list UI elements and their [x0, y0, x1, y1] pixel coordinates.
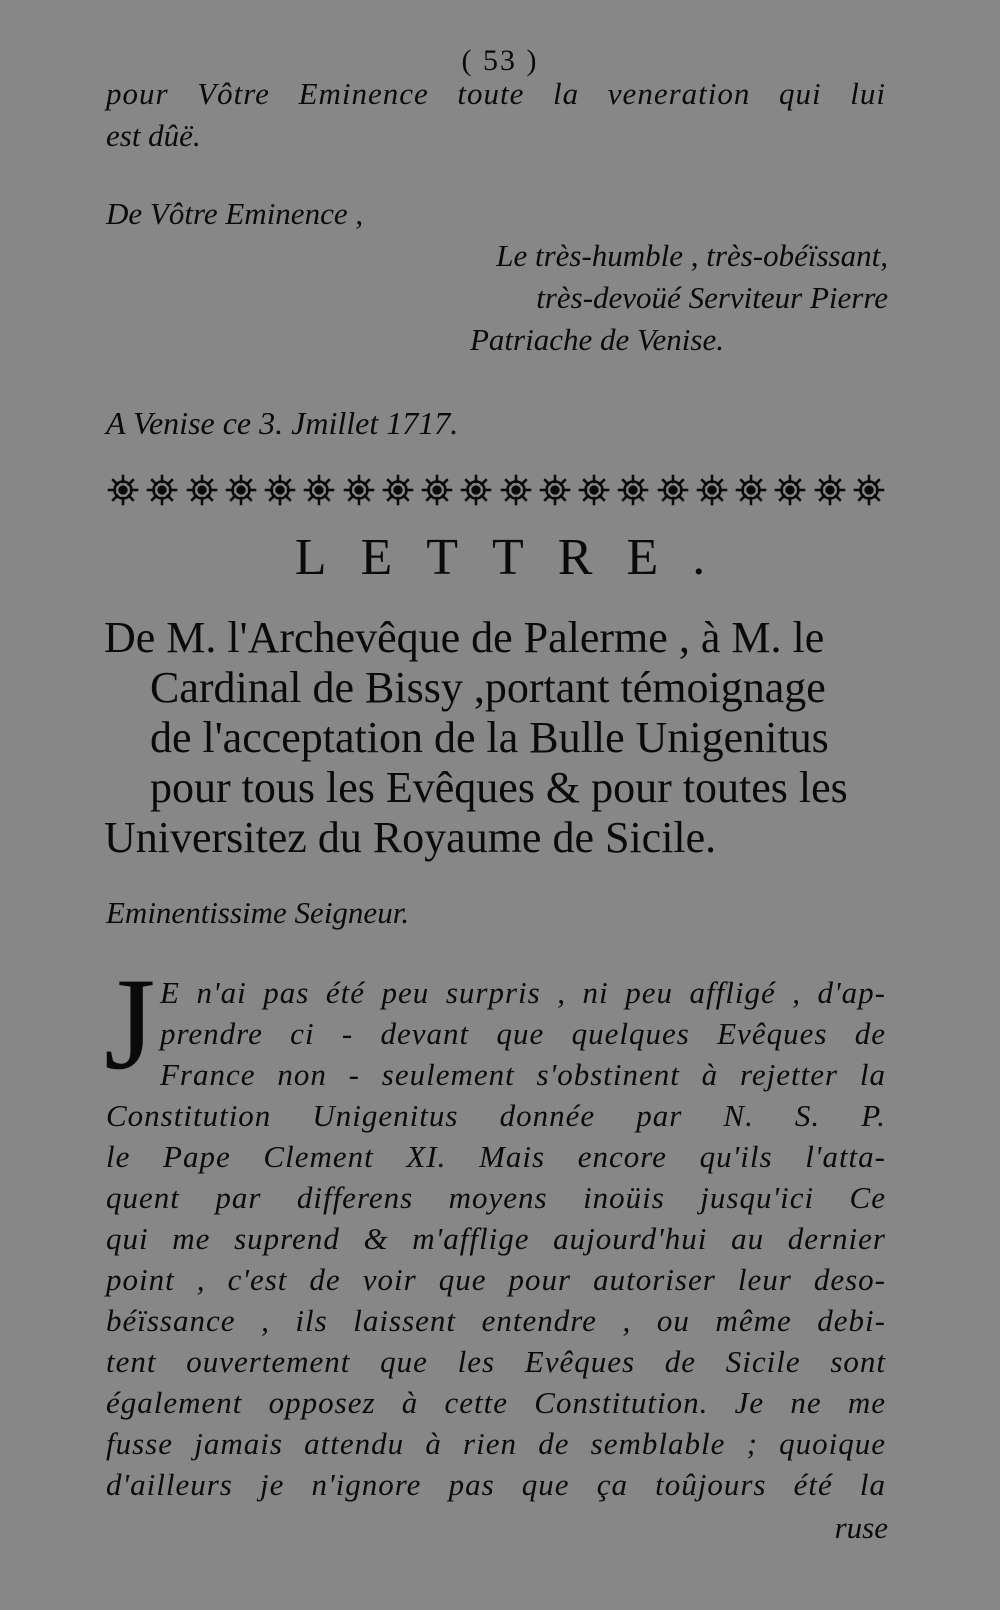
rosette-ornament-icon: [263, 473, 297, 507]
rosette-ornament-icon: [499, 473, 533, 507]
rosette-ornament-icon: [852, 473, 886, 507]
rosette-ornament-icon: [342, 473, 376, 507]
rosette-ornament-icon: [538, 473, 572, 507]
page-number: ( 53 ): [461, 44, 539, 77]
ornament-band: [106, 470, 886, 510]
rosette-ornament-icon: [734, 473, 768, 507]
body-line-4: Constitution Unigenitus donnée par N. S. P.: [106, 1098, 886, 1133]
rosette-ornament-icon: [381, 473, 415, 507]
salutation: De Vôtre Eminence ,: [106, 196, 364, 231]
rosette-ornament-icon: [224, 473, 258, 507]
heading-line-5: Universitez du Royaume de Sicile.: [104, 813, 717, 862]
rosette-ornament-icon: [459, 473, 493, 507]
body-line-7: qui me suprend & m'afflige aujourd'hui au dernier: [106, 1221, 886, 1256]
rosette-ornament-icon: [302, 473, 336, 507]
address: Eminentissime Seigneur.: [106, 895, 410, 930]
rosette-ornament-icon: [773, 473, 807, 507]
letter-title: LETTRE.: [294, 529, 740, 586]
rosette-ornament-icon: [577, 473, 611, 507]
place-date: A Venise ce 3. Jmillet 1717.: [106, 405, 459, 441]
body-line-6: quent par differens moyens inoüis jusqu'ici Ce: [106, 1180, 886, 1215]
heading-line-3: de l'acceptation de la Bulle Unigenitus: [150, 713, 829, 762]
rosette-ornament-icon: [145, 473, 179, 507]
body-line-13: d'ailleurs je n'ignore pas que ça toûjours été la: [106, 1467, 886, 1502]
body-line-9: béïssance , ils laissent entendre , ou même debi-: [106, 1303, 886, 1338]
catchword: ruse: [834, 1510, 888, 1545]
body-line-5: le Pape Clement XI. Mais encore qu'ils l'atta-: [106, 1139, 886, 1174]
rosette-ornament-icon: [813, 473, 847, 507]
rosette-ornament-icon: [695, 473, 729, 507]
rosette-ornament-icon: [106, 473, 140, 507]
signature-line-1: Le très-humble , très-obéïssant,: [496, 238, 888, 273]
body-line-10: tent ouvertement que les Evêques de Sicile sont: [106, 1344, 886, 1379]
drop-cap: J: [104, 950, 156, 1097]
rosette-ornament-icon: [420, 473, 454, 507]
body-line-2: prendre ci - devant que quelques Evêques de: [160, 1016, 886, 1051]
body-line-3: France non - seulement s'obstinent à rejetter la: [160, 1057, 886, 1092]
signature-line-3: Patriache de Venise.: [470, 322, 724, 357]
body-line-11: également opposez à cette Constitution. Je ne me: [106, 1385, 886, 1420]
heading-line-4: pour tous les Evêques & pour toutes les: [150, 763, 848, 812]
heading-line-2: Cardinal de Bissy ,portant témoignage: [150, 663, 826, 712]
body-line-12: fusse jamais attendu à rien de semblable ; quoique: [106, 1426, 886, 1461]
rosette-ornament-icon: [185, 473, 219, 507]
closing-line-1: pour Vôtre Eminence toute la veneration qui lui: [106, 76, 886, 111]
closing-line-2: est dûë.: [106, 118, 201, 153]
rosette-ornament-icon: [616, 473, 650, 507]
rosette-ornament-icon: [656, 473, 690, 507]
heading-line-1: De M. l'Archevêque de Palerme , à M. le: [104, 613, 825, 662]
signature-line-2: très-devoüé Serviteur Pierre: [536, 280, 888, 315]
body-line-8: point , c'est de voir que pour autoriser leur deso-: [106, 1262, 886, 1297]
body-line-1: E n'ai pas été peu surpris , ni peu affligé , d'ap-: [160, 975, 886, 1010]
